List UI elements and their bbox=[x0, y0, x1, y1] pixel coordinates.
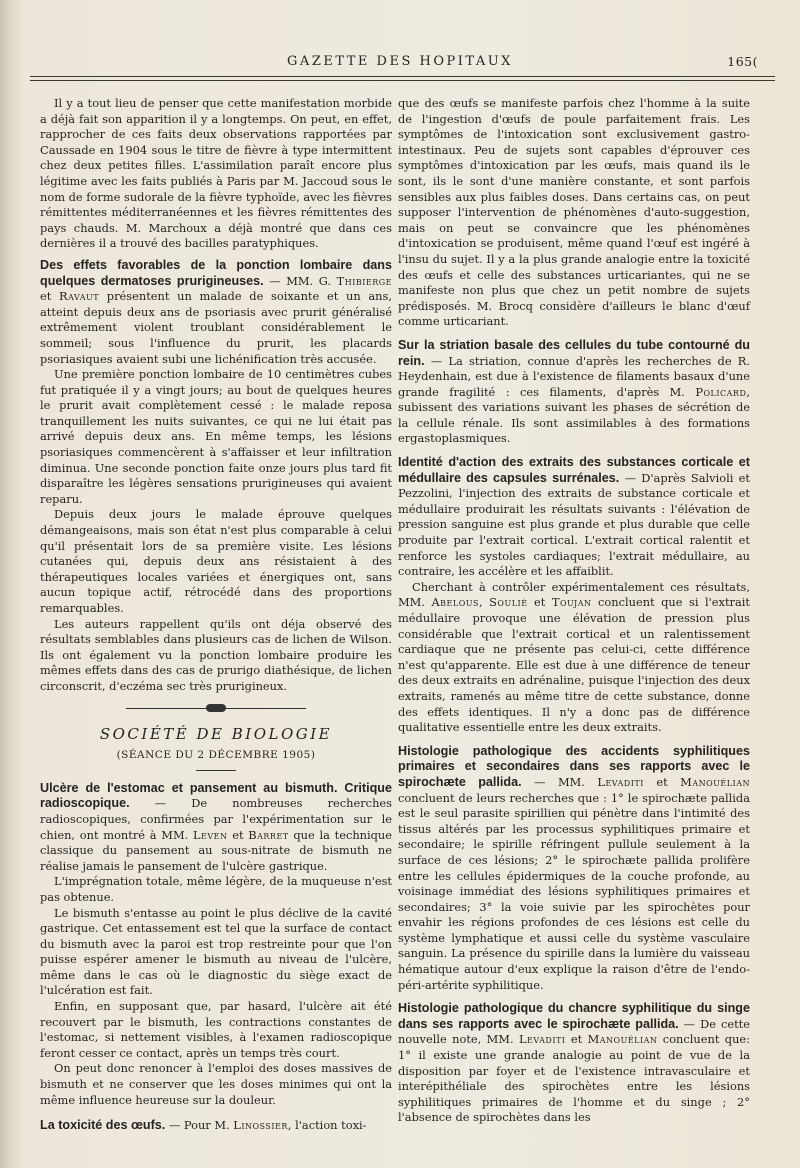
text-run: et bbox=[527, 595, 552, 610]
paragraph: que des œufs se manifeste parfois chez l'homme à la suite de l'ingestion d'œufs de poule parfaitement frais. Les symptômes de l'intoxication sont exclusivement gastro-intestinaux. Peu de sujets sont capables d'éprouver ces symptômes d'intoxication par les œufs, mais quand ils le sont, ils le sont d'une manière constante, et sont parfois sensibles aux plus faibles doses. Dans certains cas, on peut supposer l'intervention de phénomènes d'auto-suggestion, mais on peut se convaincre que les phénomènes d'intoxication se produisent, même quand l'œuf est ingéré à l'insu du sujet. Il y a la plus grande analogie entre la toxicité des œufs et celle des substances urticariantes, qui ne se manifeste non plus que chez un petit nombre de sujets prédisposés. M. Brocq considère d'ailleurs le blanc d'œuf comme urticariant. bbox=[398, 96, 750, 329]
author-name: Manouélian bbox=[587, 1032, 658, 1047]
text-run: — MM. bbox=[521, 774, 598, 789]
text-run: — Pour M. bbox=[165, 1118, 234, 1133]
short-rule bbox=[196, 770, 236, 771]
article-title: Ulcère de l'estomac et pansement au bismuth. Critique radioscopique. bbox=[40, 780, 392, 811]
society-title: SOCIÉTÉ DE BIOLOGIE bbox=[99, 724, 333, 743]
session-date: (SÉANCE DU 2 DÉCEMBRE 1905) bbox=[116, 749, 316, 762]
author-name: Barret bbox=[248, 827, 289, 842]
text-run: et bbox=[565, 1032, 588, 1047]
article-kidney-striation bbox=[398, 338, 750, 447]
paragraph bbox=[398, 580, 750, 736]
divider-ornament bbox=[206, 704, 226, 712]
article-title: Histologie pathologique des accidents syphilitiques primaires et secondaires dans ses rapports avec le spirochæte pallida. bbox=[398, 743, 750, 789]
paragraph: On peut donc renoncer à l'emploi des doses massives de bismuth et ne conserver que les doses minimes qui ont la même influence heureuse sur la douleur. bbox=[40, 1061, 392, 1107]
text-run: que la technique classique du pansement au sous-nitrate de bismuth ne réalise jamais le pansement de l'ulcère gastrique. bbox=[40, 827, 393, 873]
paragraph: Le bismuth s'entasse au point le plus déclive de la cavité gastrique. Cet entassement est tel que la surface de contact du bismuth avec la paroi est trop restreinte pour que l'on puisse espérer amener le bismuth au niveau de l'ulcère, même dans le cas où le diagnostic du siège exact de l'ulcération est fait. bbox=[40, 905, 392, 998]
text-run: , subissent des variations suivant les phases de sécrétion de la cellule rénale. Ils sont assimilables à des formations ergastoplasmiques. bbox=[398, 384, 750, 446]
article-title: Histologie pathologique du chancre syphilitique du singe dans ses rapports avec le spirochæte pallida. bbox=[398, 1001, 750, 1031]
author-name: Ravaut bbox=[59, 289, 100, 304]
left-column bbox=[40, 96, 392, 1134]
author-name: Levaditi bbox=[597, 774, 644, 789]
article-lumbar-puncture bbox=[40, 258, 392, 367]
text-run: concluent que si l'extrait médullaire provoque une élévation de pression plus considérable que l'extrait cortical et un ralentissement cardiaque que ne présente pas celui-ci, cette différence n'est qu'apparente. Elle est due à une différence de teneur des deux extraits en adrénaline, puisque l'injection des deux extraits, ramenés au même titre de cette substance, donne des effets identiques. Il n'y a donc pas de différence qualitative essentielle entre les deux extraits. bbox=[398, 595, 750, 735]
paragraph: Enfin, en supposant que, par hasard, l'ulcère ait été recouvert par le bismuth, les contractions constantes de l'estomac, si nettement visibles, à l'examen radioscopique feront cesser ce contact, après un temps très court. bbox=[40, 999, 392, 1060]
paragraph: Une première ponction lombaire de 10 centimètres cubes fut pratiquée il y a vingt jours; au bout de quelques heures le prurit avait complètement cessé : le malade reposa tranquillement les nuits suivantes, ce qui ne lui était pas arrivé depuis deux ans. En même temps, les lésions psoriasiques commencèrent à s'affaisser et leur infiltration diminua. Une seconde ponction faite onze jours plus tard fit disparaître les légères sensations prurigineuses qui avaient reparu. bbox=[40, 367, 392, 506]
author-name: Soulié bbox=[489, 595, 528, 610]
text-run: — De nombreuses recherches radioscopiques, confirmées par l'expérimentation sur le chien, ont montré à MM. bbox=[40, 796, 392, 842]
text-run: — MM. G. bbox=[263, 273, 337, 288]
paragraph: Les auteurs rappellent qu'ils ont déja observé des résultats semblables dans plusieurs cas de lichen de Wilson. Ils ont également vu la ponction lombaire produire les mêmes effets dans des cas de prurigo diathésique, de lichen circonscrit, d'eczéma sec très prurigineux. bbox=[40, 616, 392, 693]
paragraph: L'imprégnation totale, même légère, de la muqueuse n'est pas obtenue. bbox=[40, 874, 392, 904]
text-run: — De cette nouvelle note, MM. bbox=[398, 1016, 750, 1047]
article-egg-toxicity bbox=[40, 1118, 392, 1134]
text-run: et bbox=[227, 827, 249, 842]
page-number: 165( bbox=[727, 54, 758, 69]
header-rule bbox=[30, 76, 775, 77]
article-title: Sur la striation basale des cellules du tube contourné du rein. bbox=[398, 337, 750, 368]
article-bismuth bbox=[40, 781, 392, 875]
text-run: présentent un malade de soixante et un ans, atteint depuis deux ans de psoriasis avec prurit généralisé extrêmement violent troublant considérablement le sommeil; sous l'influence du prurit, les placards psoriasiques avaient subi une lichénification très accusée. bbox=[40, 289, 392, 366]
article-title: Identité d'action des extraits des substances corticale et médullaire des capsules surrénales. bbox=[398, 455, 750, 485]
author-name: Toujan bbox=[551, 595, 592, 610]
text-run: — La striation, connue d'après les recherches de R. Heydenhain, est due à l'existence de filaments basaux d'une grande fragilité : ces filaments, d'après M. bbox=[398, 353, 750, 399]
right-column bbox=[398, 96, 750, 1126]
text-run: , l'action toxi- bbox=[287, 1118, 367, 1133]
running-head bbox=[0, 54, 800, 74]
text-run: Cherchant à contrôler expérimentalement ces résultats, MM. bbox=[398, 579, 750, 610]
author-name: Abelous bbox=[431, 595, 479, 610]
text-run: et bbox=[643, 774, 681, 789]
article-adrenal-extracts bbox=[398, 455, 750, 580]
article-title: La toxicité des œufs. bbox=[40, 1118, 166, 1133]
author-name: Linossier bbox=[233, 1118, 288, 1133]
article-monkey-chancre bbox=[398, 1001, 750, 1126]
author-name: Levaditi bbox=[518, 1032, 566, 1047]
author-name: Manouélian bbox=[680, 774, 750, 789]
paragraph: Il y a tout lieu de penser que cette manifestation morbide a déjà fait son apparition il y a longtemps. On peut, en effet, rapprocher de ces faits deux observations rapportées par Caussade en 1904 sous le titre de fièvre à type intermittent chez deux petites filles. L'assimilation paraît encore plus légitime avec les faits publiés à Paris par M. Jaccoud sous le nom de forme sudorale de la fièvre typhoïde, avec les fièvres rémittentes méditerranéennes et les fièvres rémittentes des pays chauds. M. Marchoux a déjà montré que dans ces dernières il a trouvé des bacilles paratyphiques. bbox=[40, 96, 392, 251]
author-name: Thibierge bbox=[336, 273, 392, 288]
text-run: concluent que: 1° il existe une grande analogie au point de vue de la disposition par foyer et de l'existence intravasculaire et interépithéliale des spirochètes entre les lésions syphilitiques primaires de l'homme et du singe ; 2° l'absence de spirochètes dans les bbox=[398, 1032, 750, 1125]
ornament-divider bbox=[40, 705, 392, 713]
text-run: concluent de leurs recherches que : 1° le spirochæte pallida est le seul parasite spirillien qui pénètre dans l'intimité des tissus altérés par les processus syphilitiques primaire et secondaire; le spirille réfringent pullule seulement à la surface de ces lésions; 2° le spirochæte pallida prolifère entre les cellules épidermiques de la couche profonde, au voisinage immédiat des lésions syphilitiques primaires et secondaires; 3° la voie suivie par les spirochètes pour envahir les régions profondes de ces lésions est celle du système lymphatique et aussi celle du système vasculaire sanguin. La présence du spirille dans la lumière du vaisseau hématique autour d'eux explique la raison d'être de l'endo-péri-artérite syphilitique. bbox=[398, 790, 750, 992]
text-run: , bbox=[479, 595, 490, 610]
text-run: — D'après Salvioli et Pezzolini, l'injection des extraits de substance corticale et médullaire produirait les résultats suivants : l'élévation de pression sanguine est plus grande et plus durable que celle produite par l'extrait cortical. L'extrait cortical ralentit et renforce les systoles cardiaques; l'extrait médullaire, au contraire, les accélère et les affaiblit. bbox=[398, 470, 750, 579]
author-name: Leven bbox=[192, 827, 228, 842]
article-title: Des effets favorables de la ponction lombaire dans quelques dermatoses prurigineuses. bbox=[40, 257, 392, 288]
paragraph: Depuis deux jours le malade éprouve quelques démangeaisons, mais son état n'est plus comparable à celui qu'il présentait lors de sa première visite. Les lésions cutanées qui, depuis deux ans résistaient à des thérapeutiques locales variées et énergiques ont, sans aucun topique actif, rétrocédé dans des proportions remarquables. bbox=[40, 507, 392, 615]
author-name: Policard bbox=[695, 384, 747, 399]
header-rule-secondary bbox=[30, 80, 775, 81]
article-syphilis-histology bbox=[398, 744, 750, 994]
journal-title: GAZETTE DES HOPITAUX bbox=[287, 54, 513, 69]
text-run: et bbox=[40, 289, 60, 304]
